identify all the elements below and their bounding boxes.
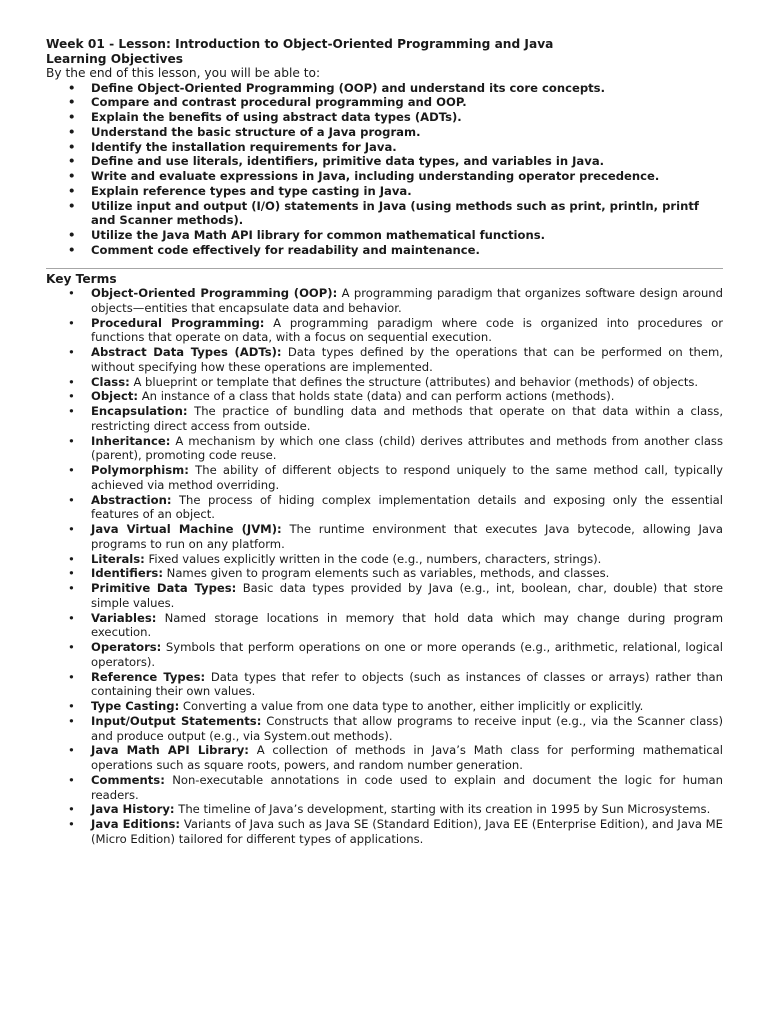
key-term-name: Reference Types: <box>91 669 206 684</box>
key-term-definition: Fixed values explicitly written in the code (e.g., numbers, characters, strings). <box>148 551 602 566</box>
bullet-icon: • <box>68 139 76 154</box>
objective-item <box>46 228 723 243</box>
key-term-definition: Constructs that allow programs to receive input (e.g., via the Scanner class) and produce output (e.g., via System.out methods). <box>91 713 723 743</box>
key-term-item <box>46 743 723 773</box>
key-term-item <box>46 389 723 404</box>
objective-text: Utilize the Java Math API library for common mathematical functions. <box>91 228 546 242</box>
key-term-item <box>46 552 723 567</box>
bullet-icon: • <box>68 183 76 198</box>
key-term-name: Comments: <box>91 772 165 787</box>
bullet-icon: • <box>68 492 75 507</box>
key-term-definition: Data types defined by the operations that can be performed on them, without specifying how these operations are implemented. <box>91 345 724 374</box>
bullet-icon: • <box>68 669 75 684</box>
objective-text: Explain reference types and type casting in Java. <box>91 183 412 198</box>
objective-text: Comment code effectively for readability and maintenance. <box>91 242 480 257</box>
bullet-icon: • <box>68 154 76 169</box>
key-term-item <box>46 640 723 670</box>
key-term-name: Operators: <box>91 640 162 654</box>
section-divider <box>46 268 723 269</box>
key-term-name: Identifiers: <box>91 566 163 581</box>
bullet-icon: • <box>68 374 75 389</box>
key-term-name: Object-Oriented Programming (OOP): <box>91 286 338 300</box>
objectives-intro: By the end of this lesson, you will be able to: <box>46 66 321 80</box>
bullet-icon: • <box>68 699 75 713</box>
bullet-icon: • <box>68 817 75 831</box>
key-term-definition: Data types that refer to objects (such as instances of classes or arrays) rather than containing their own values. <box>91 669 723 699</box>
key-term-definition: Symbols that perform operations on one or more operands (e.g., arithmetic, relational, logical operators). <box>91 640 723 669</box>
document-page <box>46 37 723 847</box>
key-term-name: Type Casting: <box>91 699 180 713</box>
key-term-definition: The process of hiding complex implementation details and exposing only the essential features of an object. <box>91 492 723 522</box>
key-term-item <box>46 404 723 434</box>
key-term-name: Java History: <box>91 802 175 817</box>
objective-text: Define Object-Oriented Programming (OOP) and understand its core concepts. <box>91 80 605 95</box>
bullet-icon: • <box>68 566 75 581</box>
key-term-item <box>46 566 723 581</box>
key-term-item <box>46 522 723 552</box>
key-term-name: Java Math API Library: <box>91 743 249 758</box>
key-term-item <box>46 493 723 523</box>
key-term-name: Literals: <box>91 551 145 566</box>
objective-item <box>46 95 723 110</box>
key-term-item <box>46 286 723 316</box>
bullet-icon: • <box>68 169 76 183</box>
objective-text: Explain the benefits of using abstract data types (ADTs). <box>91 110 462 124</box>
objectives-list <box>46 81 723 258</box>
key-term-definition: A programming paradigm where code is organized into procedures or functions that operate on data, with a focus on sequential execution. <box>91 315 723 345</box>
key-term-name: Encapsulation: <box>91 404 188 418</box>
key-term-name: Primitive Data Types: <box>91 581 237 595</box>
objectives-heading: Learning Objectives <box>46 51 183 66</box>
key-term-definition: Variants of Java such as Java SE (Standard Edition), Java EE (Enterprise Edition), and Java ME (Micro Edition) tailored for different types of applications. <box>91 817 723 846</box>
objective-text: Understand the basic structure of a Java program. <box>91 124 421 139</box>
key-term-name: Object: <box>91 389 139 404</box>
key-term-name: Inheritance: <box>91 433 171 448</box>
key-term-definition: The ability of different objects to respond uniquely to the same method call, typically achieved via method overriding. <box>91 463 724 492</box>
bullet-icon: • <box>68 551 75 566</box>
key-terms-list <box>46 286 723 847</box>
objective-item <box>46 169 723 184</box>
key-term-item <box>46 375 723 390</box>
bullet-icon: • <box>68 95 76 110</box>
key-term-definition: Non-executable annotations in code used to explain and document the logic for human readers. <box>91 772 724 802</box>
key-term-definition: Converting a value from one data type to another, either implicitly or explicitly. <box>182 699 644 713</box>
objective-text: Define and use literals, identifiers, primitive data types, and variables in Java. <box>91 154 605 169</box>
key-term-definition: The timeline of Java’s development, starting with its creation in 1995 by Sun Microsystems. <box>178 802 711 817</box>
objective-item <box>46 81 723 96</box>
objective-item <box>46 243 723 258</box>
bullet-icon: • <box>68 743 75 758</box>
bullet-icon: • <box>68 713 75 728</box>
key-term-definition: An instance of a class that holds state (data) and can perform actions (methods). <box>141 389 615 404</box>
bullet-icon: • <box>68 581 75 595</box>
key-term-definition: Basic data types provided by Java (e.g., int, boolean, char, double) that store simple values. <box>91 581 723 610</box>
key-term-definition: A collection of methods in Java’s Math class for performing mathematical operations such as square roots, powers, and random number generation. <box>91 743 724 772</box>
key-term-name: Polymorphism: <box>91 463 189 477</box>
key-term-definition: The practice of bundling data and methods that operate on that data within a class, restricting direct access from outside. <box>91 404 724 433</box>
key-term-item <box>46 817 723 847</box>
bullet-icon: • <box>68 640 75 654</box>
key-term-name: Java Editions: <box>91 817 181 831</box>
objective-item <box>46 184 723 199</box>
key-term-item <box>46 773 723 803</box>
objective-text: Compare and contrast procedural programming and OOP. <box>91 95 467 110</box>
key-term-item <box>46 463 723 493</box>
key-term-item <box>46 699 723 714</box>
bullet-icon: • <box>68 124 76 139</box>
bullet-icon: • <box>68 802 75 817</box>
key-term-name: Abstract Data Types (ADTs): <box>91 345 282 359</box>
key-term-item <box>46 802 723 817</box>
key-term-item <box>46 714 723 744</box>
bullet-icon: • <box>68 610 75 625</box>
lesson-title: Week 01 - Lesson: Introduction to Object-Oriented Programming and Java <box>46 37 554 51</box>
objective-text: Utilize input and output (I/O) statements in Java (using methods such as print, println, printf and Scanner methods). <box>91 198 699 228</box>
objective-item <box>46 125 723 140</box>
key-term-definition: Named storage locations in memory that hold data which may change during program execution. <box>91 610 724 640</box>
objective-item <box>46 199 723 229</box>
key-term-item <box>46 670 723 700</box>
key-terms-heading: Key Terms <box>46 271 117 286</box>
key-term-definition: The runtime environment that executes Java bytecode, allowing Java programs to run on any platform. <box>91 522 723 551</box>
key-term-name: Abstraction: <box>91 492 172 507</box>
key-term-name: Procedural Programming: <box>91 315 265 330</box>
objective-text: Write and evaluate expressions in Java, including understanding operator precedence. <box>91 169 660 183</box>
objective-item <box>46 154 723 169</box>
key-term-item <box>46 581 723 611</box>
bullet-icon: • <box>68 772 75 787</box>
bullet-icon: • <box>68 110 76 124</box>
key-term-item <box>46 316 723 346</box>
objective-text: Identify the installation requirements for Java. <box>91 139 397 154</box>
objective-item <box>46 140 723 155</box>
bullet-icon: • <box>68 433 75 448</box>
key-term-item <box>46 345 723 375</box>
objective-item <box>46 110 723 125</box>
key-term-definition: Names given to program elements such as variables, methods, and classes. <box>166 566 610 581</box>
bullet-icon: • <box>68 404 75 418</box>
key-term-name: Input/Output Statements: <box>91 713 262 728</box>
bullet-icon: • <box>68 463 75 477</box>
bullet-icon: • <box>68 228 76 242</box>
bullet-icon: • <box>68 389 75 404</box>
key-term-item <box>46 611 723 641</box>
key-term-definition: A programming paradigm that organizes software design around objects—entities that encapsulate data and behavior. <box>91 286 724 315</box>
bullet-icon: • <box>68 198 76 213</box>
key-term-item <box>46 434 723 464</box>
key-term-name: Class: <box>91 374 130 389</box>
bullet-icon: • <box>68 242 76 257</box>
key-term-name: Java Virtual Machine (JVM): <box>91 522 282 536</box>
key-term-definition: A mechanism by which one class (child) derives attributes and methods from another class (parent), promoting code reuse. <box>91 433 723 463</box>
bullet-icon: • <box>68 286 75 300</box>
bullet-icon: • <box>68 315 75 330</box>
bullet-icon: • <box>68 522 75 536</box>
bullet-icon: • <box>68 345 75 359</box>
bullet-icon: • <box>68 80 76 95</box>
key-term-name: Variables: <box>91 610 157 625</box>
key-term-definition: A blueprint or template that defines the structure (attributes) and behavior (methods) of objects. <box>133 374 699 389</box>
